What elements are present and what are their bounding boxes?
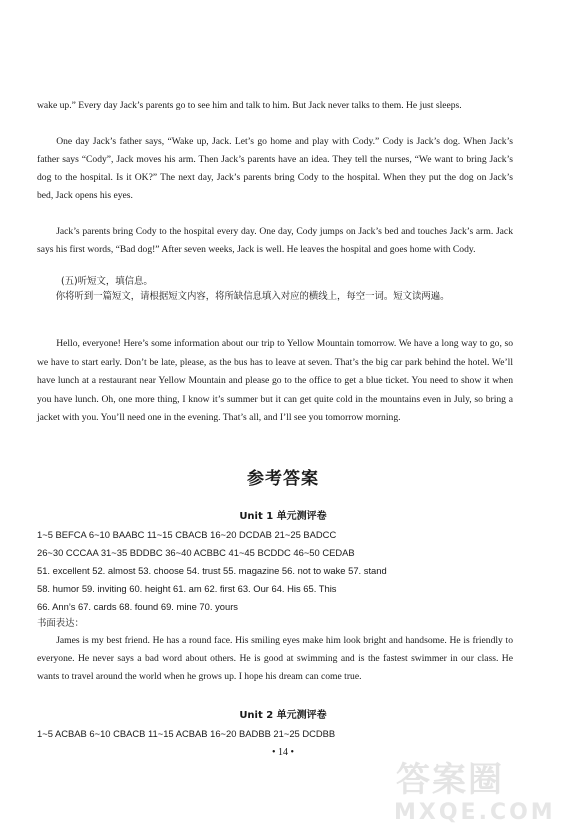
page-number: • 14 • [271,747,294,758]
answer-line: 26~30 CCCAA 31~35 BDDBC 36~40 ACBBC 41~45 BCDDC 46~50 CEDAB [37,547,355,558]
unit-2-title: Unit 2 单元测评卷 [239,710,327,721]
passage-paragraph-2: One day Jack’s father says, “Wake up, Jack. Let’s go home and play with Cody.” Cody is Jack’s dog. When Jack’s father says “Cody”, Jack moves his arm. Then Jack’s parents have an idea. They tell the nurses, “We want to bring Jack’s dog to the hospital. Is it OK?” The next day, Jack’s parents bring Cody to the hospital. When they put the dog on Jack’s bed, Jack opens his eyes. [37,136,513,201]
passage-paragraph-1: wake up.” Every day Jack’s parents go to see him and talk to him. But Jack never talks to them. He just sleeps. [37,100,462,111]
answer-key-title: 参考答案 [247,469,319,489]
watermark-logo: 答案圈 [396,760,504,800]
unit-1-title: Unit 1 单元测评卷 [239,511,327,522]
answer-line: 1~5 ACBAB 6~10 CBACB 11~15 ACBAB 16~20 BADBB 21~25 DCDBB [37,728,336,739]
section-5-instruction: 你将听到一篇短文，请根据短文内容，将所缺信息填入对应的横线上，每空一词。短文读两遍。 [55,291,450,302]
answer-line: 51. excellent 52. almost 53. choose 54. trust 55. magazine 56. not to wake 57. stand [37,565,387,576]
passage-paragraph-3: Jack’s parents bring Cody to the hospital every day. One day, Cody jumps on Jack’s bed and touches Jack’s arm. Jack says his first words, “Bad dog!” After seven weeks, Jack is well. He leaves the hospital and goes home with Cody. [37,226,513,255]
writing-label: 书面表达： [37,618,84,629]
section-5-heading: (五)听短文，填信息。 [61,276,153,287]
answer-line: 1~5 BEFCA 6~10 BAABC 11~15 CBACB 16~20 DCDAB 21~25 BADCC [37,529,337,540]
answer-line: 58. humor 59. inviting 60. height 61. am 62. first 63. Our 64. His 65. This [37,583,337,594]
watermark-url: MXQE.COM [394,800,556,825]
writing-sample: James is my best friend. He has a round face. His smiling eyes make him look bright and handsome. He is friendly to everyone. He never says a bad word about others. He is good at swimming and is the fastest swimmer in our class. He wants to travel around the world when he grows up. I hope his dream can come true. [37,635,513,682]
answer-line: 66. Ann’s 67. cards 68. found 69. mine 70. yours [37,601,238,612]
listening-text: Hello, everyone! Here’s some information about our trip to Yellow Mountain tomorrow. We have a long way to go, so we have to start early. Don’t be late, please, as the bus has to leave at seven. That’s the big car park behind the hotel. We’ll have lunch at a restaurant near Yellow Mountain and please go to the office to get a blue ticket. You need to show it when you have lunch. Oh, one more thing, I know it’s summer but it can get quite cold in the mountains even in July, so bring a jacket with you. You’ll need one in the evening. That’s all, and I’ll see you tomorrow morning. [37,338,513,424]
